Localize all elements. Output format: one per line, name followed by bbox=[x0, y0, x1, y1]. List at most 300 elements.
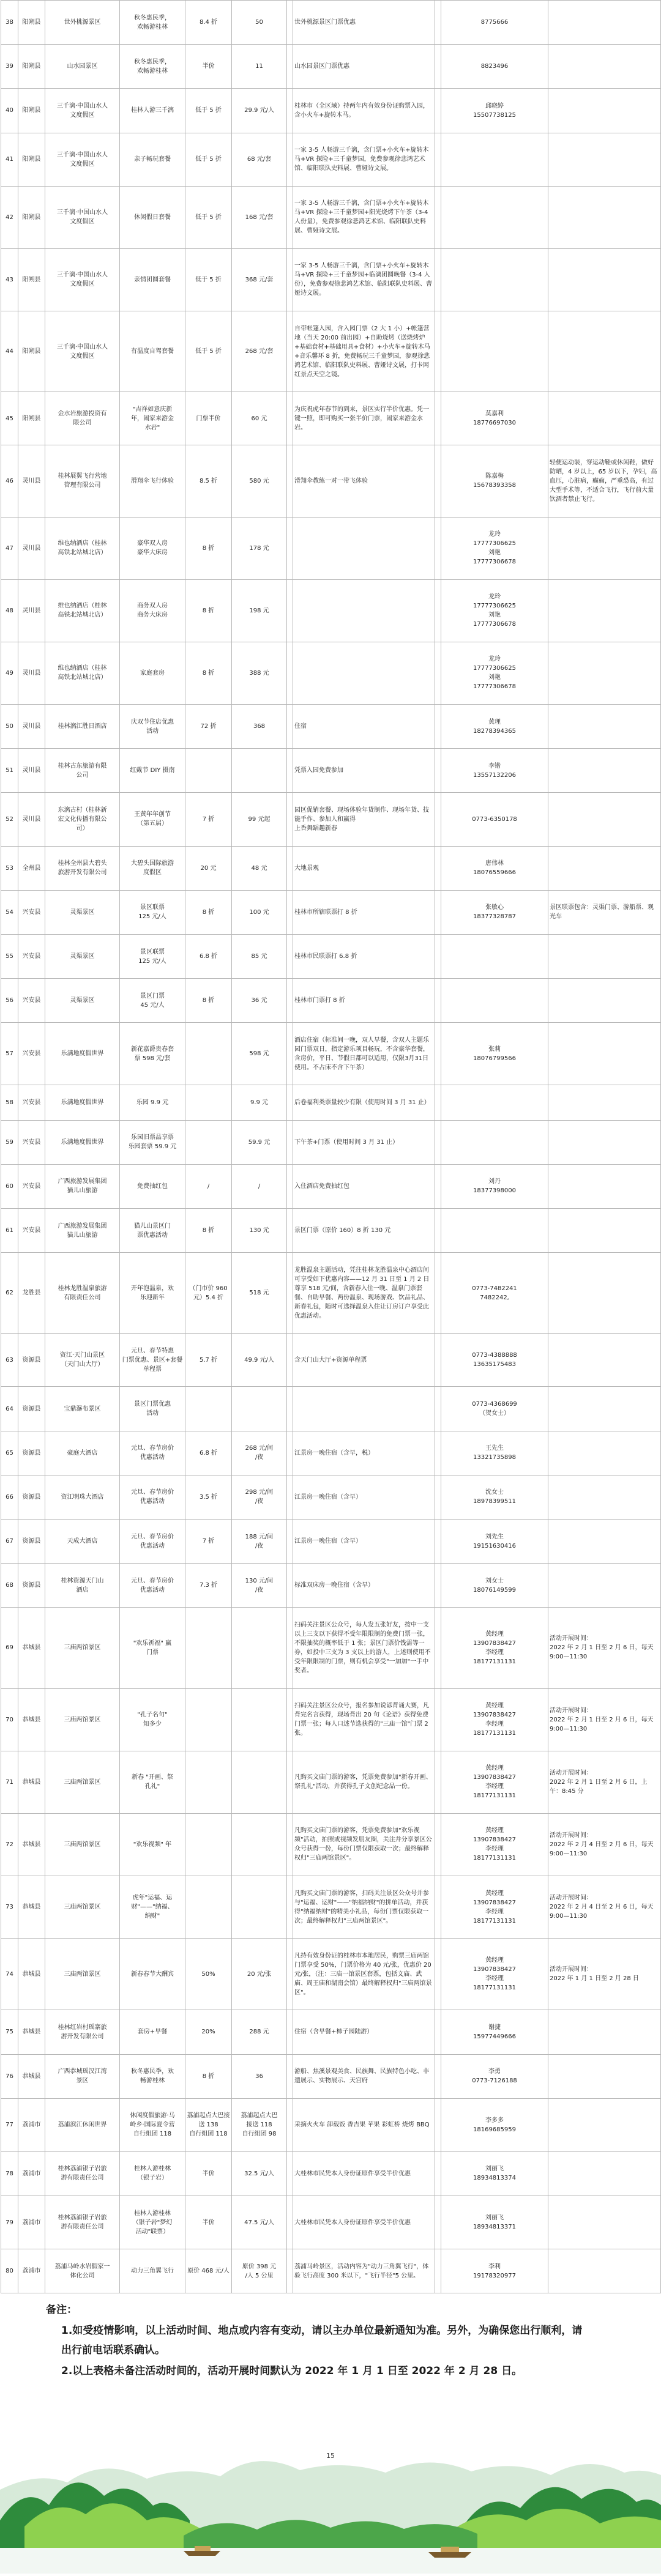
contact-cell: 刘先生 19151630416 bbox=[441, 1519, 548, 1563]
seq-cell: 55 bbox=[1, 934, 18, 978]
remarks-cell bbox=[548, 45, 661, 89]
contact-cell bbox=[441, 248, 548, 311]
activity-name-cell: 桂林人游桂林 （银子岩"梦幻 活动"联票） bbox=[120, 2196, 185, 2249]
seq-cell: 70 bbox=[1, 1688, 18, 1751]
spacer-cell bbox=[287, 934, 293, 978]
contact-cell: 龙玲 17777306625 刘艳 17777306678 bbox=[441, 642, 548, 704]
remarks-cell bbox=[548, 133, 661, 186]
spacer2-cell bbox=[435, 1519, 441, 1563]
spacer2-cell bbox=[435, 248, 441, 311]
content-cell: 采摘火火车 卸载饭 香吉果 苹果 彩虹桥 烧烤 BBQ bbox=[293, 2098, 435, 2151]
activity-name-cell: 乐园 9.9 元 bbox=[120, 1085, 185, 1120]
organizer-cell: 广西旅游发展集团 猫儿山旅游 bbox=[45, 1164, 120, 1208]
price-cell: 298 元/间 /夜 bbox=[232, 1475, 287, 1519]
county-cell: 恭城县 bbox=[18, 1608, 45, 1688]
discount-cell bbox=[185, 1876, 232, 1939]
spacer2-cell bbox=[435, 1475, 441, 1519]
seq-cell: 49 bbox=[1, 642, 18, 704]
contact-cell: 沈女士 18978399511 bbox=[441, 1475, 548, 1519]
activity-table bbox=[1, 0, 661, 2293]
content-cell: 凡购买文庙门票的游客，凭票免费参加"欢乐视频"活动，拍照或视频发朋友圈，关注并分享景区公众号获得一份，每份门票仅限获取一次；最终解释权归"三庙两馆景区"。 bbox=[293, 1813, 435, 1876]
remarks-cell bbox=[548, 2151, 661, 2196]
remarks-cell bbox=[548, 1120, 661, 1164]
contact-cell: 0773-4388888 13635175483 bbox=[441, 1334, 548, 1387]
spacer2-cell bbox=[435, 1120, 441, 1164]
spacer-cell bbox=[287, 45, 293, 89]
seq-cell: 65 bbox=[1, 1431, 18, 1475]
county-cell: 资源县 bbox=[18, 1475, 45, 1519]
remarks-cell bbox=[548, 2196, 661, 2249]
table-row bbox=[1, 311, 661, 392]
content-cell: 入住酒店免费抽红包 bbox=[293, 1164, 435, 1208]
table-row bbox=[1, 934, 661, 978]
table-row bbox=[1, 1253, 661, 1334]
content-cell: 扫码关注景区公众号，每人发五张好友，按中一支以上三支以下获得不受年限限制的免费门票一张，不限抽奖的概率低于 1 张；景区门票价钱需等一券，如投中三支为 3 支以上的游人，上述则使用不受年限限制的门票，则有机会享受"一加加"一手中奖者。 bbox=[293, 1608, 435, 1688]
county-cell: 恭城县 bbox=[18, 1813, 45, 1876]
table-row bbox=[1, 846, 661, 890]
contact-cell: 张莉 18076799566 bbox=[441, 1023, 548, 1085]
seq-cell: 42 bbox=[1, 186, 18, 248]
seq-cell: 68 bbox=[1, 1564, 18, 1608]
table-row bbox=[1, 2098, 661, 2151]
county-cell: 兴安县 bbox=[18, 1085, 45, 1120]
remarks-cell bbox=[548, 1253, 661, 1334]
content-cell: 龙胜温泉主题活动，凭往桂林龙胜温泉中心酒店间可享受如下优惠内容——12 月 31 日至 1 月 2 日尊享 518 元/间，含新春入住一晚、温泉门票套餐、自助早餐、两份温泉、现场游戏、饮品礼品、新春礼包，随时可选择温泉入住让订房订户享受此优惠活动。 bbox=[293, 1253, 435, 1334]
organizer-cell: 三庙两馆景区 bbox=[45, 1608, 120, 1688]
organizer-cell: 荔浦滨江休闲世界 bbox=[45, 2098, 120, 2151]
table-row bbox=[1, 1688, 661, 1751]
table-row bbox=[1, 89, 661, 133]
price-cell bbox=[232, 1688, 287, 1751]
county-cell: 灵川县 bbox=[18, 705, 45, 749]
seq-cell: 59 bbox=[1, 1120, 18, 1164]
spacer2-cell bbox=[435, 311, 441, 392]
content-cell: 扫码关注景区公众号，报名参加说谚背诵大赛，凡背完名言获得，现场背出 20 句《论语》获得免费门票一张；每人口述节选获得的"三庙一馆"门票 2 张。 bbox=[293, 1688, 435, 1751]
remarks-cell bbox=[548, 2010, 661, 2054]
seq-cell: 44 bbox=[1, 311, 18, 392]
discount-cell: 5.7 折 bbox=[185, 1334, 232, 1387]
county-cell: 灵川县 bbox=[18, 517, 45, 579]
county-cell: 全州县 bbox=[18, 846, 45, 890]
spacer2-cell bbox=[435, 1208, 441, 1252]
remarks-cell bbox=[548, 934, 661, 978]
content-cell: 大桂林市民凭本人身份证原件享受半价优惠 bbox=[293, 2151, 435, 2196]
discount-cell: 低于 5 折 bbox=[185, 248, 232, 311]
spacer2-cell bbox=[435, 1253, 441, 1334]
discount-cell: 3.5 折 bbox=[185, 1475, 232, 1519]
organizer-cell: 东漓古村（桂林新 宏文化传播有限公 司） bbox=[45, 793, 120, 846]
discount-cell: 72 折 bbox=[185, 705, 232, 749]
organizer-cell: 灵渠景区 bbox=[45, 890, 120, 934]
spacer2-cell bbox=[435, 45, 441, 89]
price-cell: 36 bbox=[232, 2054, 287, 2098]
discount-cell bbox=[185, 1751, 232, 1813]
spacer2-cell bbox=[435, 89, 441, 133]
spacer-cell bbox=[287, 311, 293, 392]
remarks-cell bbox=[548, 1023, 661, 1085]
county-cell: 阳朔县 bbox=[18, 311, 45, 392]
remarks-cell bbox=[548, 1164, 661, 1208]
table-row bbox=[1, 979, 661, 1023]
discount-cell: 低于 5 折 bbox=[185, 89, 232, 133]
content-cell: 园区促销套餐、现场体验年货制作、现场年货、技能手作、参加人和赢得 上香舞蹈趣新春 bbox=[293, 793, 435, 846]
price-cell: 130 元/间 /夜 bbox=[232, 1564, 287, 1608]
spacer-cell bbox=[287, 1813, 293, 1876]
county-cell: 兴安县 bbox=[18, 979, 45, 1023]
table-row bbox=[1, 749, 661, 793]
organizer-cell: 天成大酒店 bbox=[45, 1519, 120, 1563]
county-cell: 恭城县 bbox=[18, 2054, 45, 2098]
price-cell: 36 元 bbox=[232, 979, 287, 1023]
table-row bbox=[1, 2151, 661, 2196]
table-row bbox=[1, 1813, 661, 1876]
remarks-cell: 活动开展时间： 2022 年 2 月 1 日至 2 月 6 日，每天 9:00—11:30 bbox=[548, 1688, 661, 1751]
contact-cell: 张敏心 18377328787 bbox=[441, 890, 548, 934]
content-cell: 游船、焦溪景观美食、民族舞、民族特色小吃、非遗展示、实物展示、天宫府 bbox=[293, 2054, 435, 2098]
spacer-cell bbox=[287, 1475, 293, 1519]
spacer-cell bbox=[287, 1253, 293, 1334]
organizer-cell: 豪庭大酒店 bbox=[45, 1431, 120, 1475]
organizer-cell: 桂林龙胜温泉旅游 有限责任公司 bbox=[45, 1253, 120, 1334]
remarks-cell bbox=[548, 1431, 661, 1475]
organizer-cell: 乐满地度假世界 bbox=[45, 1085, 120, 1120]
price-cell: 48 元 bbox=[232, 846, 287, 890]
seq-cell: 41 bbox=[1, 133, 18, 186]
table-row bbox=[1, 1334, 661, 1387]
activity-name-cell: 红戴节 DIY 摄南 bbox=[120, 749, 185, 793]
content-cell: 含天门山大厅+资源单程票 bbox=[293, 1334, 435, 1387]
contact-cell: 莫嘉利 18776697030 bbox=[441, 392, 548, 445]
seq-cell: 72 bbox=[1, 1813, 18, 1876]
spacer2-cell bbox=[435, 1387, 441, 1431]
contact-cell bbox=[441, 1208, 548, 1252]
price-cell: 198 元 bbox=[232, 579, 287, 642]
spacer2-cell bbox=[435, 1608, 441, 1688]
organizer-cell: 三千漓·中国山水人 文度假区 bbox=[45, 248, 120, 311]
content-cell: 景区门票（原价 160）8 折 130 元 bbox=[293, 1208, 435, 1252]
county-cell: 兴安县 bbox=[18, 1120, 45, 1164]
spacer2-cell bbox=[435, 705, 441, 749]
price-cell: 580 元 bbox=[232, 445, 287, 517]
activity-name-cell: 元旦、春节房价 优惠活动 bbox=[120, 1564, 185, 1608]
price-cell: 168 元/套 bbox=[232, 186, 287, 248]
table-row bbox=[1, 579, 661, 642]
activity-name-cell: 桂林人游桂林 （银子岩） bbox=[120, 2151, 185, 2196]
spacer2-cell bbox=[435, 2196, 441, 2249]
price-cell bbox=[232, 749, 287, 793]
discount-cell: 低于 5 折 bbox=[185, 311, 232, 392]
spacer-cell bbox=[287, 1431, 293, 1475]
remarks-cell bbox=[548, 1564, 661, 1608]
spacer2-cell bbox=[435, 517, 441, 579]
price-cell: 50 bbox=[232, 1, 287, 45]
discount-cell bbox=[185, 749, 232, 793]
spacer-cell bbox=[287, 1120, 293, 1164]
county-cell: 恭城县 bbox=[18, 1939, 45, 2010]
contact-cell: 邱晓婷 15507738125 bbox=[441, 89, 548, 133]
spacer2-cell bbox=[435, 979, 441, 1023]
spacer-cell bbox=[287, 2054, 293, 2098]
organizer-cell: 山水园景区 bbox=[45, 45, 120, 89]
remarks-cell: 活动开展时间： 2022 年 2 月 1 日至 2 月 6 日，每天 9:00—11:30 bbox=[548, 1608, 661, 1688]
spacer-cell bbox=[287, 1023, 293, 1085]
seq-cell: 58 bbox=[1, 1085, 18, 1120]
table-row bbox=[1, 45, 661, 89]
county-cell: 兴安县 bbox=[18, 934, 45, 978]
content-cell: 下午茶+门票（使用时间 3 月 31 止） bbox=[293, 1120, 435, 1164]
spacer-cell bbox=[287, 1751, 293, 1813]
seq-cell: 38 bbox=[1, 1, 18, 45]
spacer2-cell bbox=[435, 2098, 441, 2151]
spacer2-cell bbox=[435, 2249, 441, 2293]
organizer-cell: 三千漓·中国山水人 文度假区 bbox=[45, 186, 120, 248]
discount-cell: 20 元 bbox=[185, 846, 232, 890]
spacer2-cell bbox=[435, 934, 441, 978]
remarks-cell bbox=[548, 2098, 661, 2151]
price-cell: 268 元/间 /夜 bbox=[232, 1431, 287, 1475]
county-cell: 资源县 bbox=[18, 1334, 45, 1387]
activity-name-cell: 新春 "开画、祭 孔礼" bbox=[120, 1751, 185, 1813]
discount-cell: 半价 bbox=[185, 2196, 232, 2249]
activity-name-cell: 亲子畅玩套餐 bbox=[120, 133, 185, 186]
organizer-cell: 三千漓·中国山水人 文度假区 bbox=[45, 311, 120, 392]
discount-cell bbox=[185, 1085, 232, 1120]
organizer-cell: 桂林古东旅游有限 公司 bbox=[45, 749, 120, 793]
discount-cell: 半价 bbox=[185, 45, 232, 89]
spacer2-cell bbox=[435, 1939, 441, 2010]
content-cell: 桂林市所辖联票打 8 折 bbox=[293, 890, 435, 934]
table-row bbox=[1, 248, 661, 311]
seq-cell: 74 bbox=[1, 1939, 18, 2010]
discount-cell: 低于 5 折 bbox=[185, 186, 232, 248]
county-cell: 龙胜县 bbox=[18, 1253, 45, 1334]
county-cell: 资源县 bbox=[18, 1387, 45, 1431]
seq-cell: 53 bbox=[1, 846, 18, 890]
spacer2-cell bbox=[435, 445, 441, 517]
organizer-cell: 灵渠景区 bbox=[45, 934, 120, 978]
spacer-cell bbox=[287, 579, 293, 642]
discount-cell: 8.4 折 bbox=[185, 1, 232, 45]
discount-cell: 6.8 折 bbox=[185, 934, 232, 978]
discount-cell: 8 折 bbox=[185, 579, 232, 642]
content-cell: 住宿（含早餐+柿子园陆游） bbox=[293, 2010, 435, 2054]
seq-cell: 40 bbox=[1, 89, 18, 133]
activity-name-cell: 庆双节住店优惠 活动 bbox=[120, 705, 185, 749]
landscape-illustration bbox=[0, 2398, 661, 2574]
price-cell: 荔浦起点大巴 接送 118 自行组团 98 bbox=[232, 2098, 287, 2151]
spacer2-cell bbox=[435, 2054, 441, 2098]
discount-cell: 低于 5 折 bbox=[185, 133, 232, 186]
spacer-cell bbox=[287, 1387, 293, 1431]
contact-cell: 李多多 18169685959 bbox=[441, 2098, 548, 2151]
spacer2-cell bbox=[435, 186, 441, 248]
activity-name-cell: 虎年"运福、运 财"——"纳福、 纳财" bbox=[120, 1876, 185, 1939]
content-cell: 一家 3-5 人畅游三千漓，含门票+小火车+旋转木马+VR 探险+三千童梦园+临漓团圆晚餐（3-4 人份），免费参观徐悲鸿艺术馆、临阳联队史料展、曹娅诗文展。 bbox=[293, 248, 435, 311]
organizer-cell: 三庙两馆景区 bbox=[45, 1876, 120, 1939]
county-cell: 荔浦市 bbox=[18, 2196, 45, 2249]
activity-name-cell: 家庭套房 bbox=[120, 642, 185, 704]
remarks-cell: 景区联票包含：灵渠门票、游船票、观光车 bbox=[548, 890, 661, 934]
spacer-cell bbox=[287, 979, 293, 1023]
organizer-cell: 桂林荔浦银子岩旅 游有限责任公司 bbox=[45, 2151, 120, 2196]
spacer-cell bbox=[287, 846, 293, 890]
content-cell: 一家 3-5 人畅游三千漓，含门票+小火车+旋转木马+VR 探险+三千童梦园+阳光烧烤下午茶（3-4 人份量），免费参观徐悲鸿艺术馆、临阳联队史料展、曹娅诗文展。 bbox=[293, 186, 435, 248]
discount-cell: 8.5 折 bbox=[185, 445, 232, 517]
remarks-cell bbox=[548, 979, 661, 1023]
price-cell: 268 元/套 bbox=[232, 311, 287, 392]
organizer-cell: 三庙两馆景区 bbox=[45, 1939, 120, 2010]
county-cell: 资源县 bbox=[18, 1519, 45, 1563]
county-cell: 阳朔县 bbox=[18, 392, 45, 445]
organizer-cell: 维也纳酒店（桂林 高铁北站城北店） bbox=[45, 517, 120, 579]
content-cell bbox=[293, 642, 435, 704]
spacer2-cell bbox=[435, 1876, 441, 1939]
organizer-cell: 灵渠景区 bbox=[45, 979, 120, 1023]
contact-cell bbox=[441, 133, 548, 186]
county-cell: 恭城县 bbox=[18, 1751, 45, 1813]
activity-name-cell: "吉祥如意庆新 年，闹家来游金 水岩" bbox=[120, 392, 185, 445]
county-cell: 恭城县 bbox=[18, 2010, 45, 2054]
spacer-cell bbox=[287, 133, 293, 186]
county-cell: 灵川县 bbox=[18, 579, 45, 642]
organizer-cell: 桂林荔浦银子岩旅 游有限责任公司 bbox=[45, 2196, 120, 2249]
discount-cell: 8 折 bbox=[185, 890, 232, 934]
contact-cell: 8823496 bbox=[441, 45, 548, 89]
contact-cell: 唐伟林 18076559666 bbox=[441, 846, 548, 890]
spacer2-cell bbox=[435, 1334, 441, 1387]
seq-cell: 52 bbox=[1, 793, 18, 846]
contact-cell: 龙玲 17777306625 刘艳 17777306678 bbox=[441, 579, 548, 642]
content-cell: 凡购买文庙门票的游客，凭票免费参加"新春开画、祭孔礼"活动，并获得孔子文创纪念品一份。 bbox=[293, 1751, 435, 1813]
spacer2-cell bbox=[435, 2151, 441, 2196]
remarks-cell bbox=[548, 1, 661, 45]
contact-cell bbox=[441, 979, 548, 1023]
activity-name-cell: "欢乐祈福" 赢 门票 bbox=[120, 1608, 185, 1688]
seq-cell: 78 bbox=[1, 2151, 18, 2196]
seq-cell: 75 bbox=[1, 2010, 18, 2054]
activity-table-body bbox=[1, 1, 661, 2293]
contact-cell: 刘丽飞 18934813371 bbox=[441, 2196, 548, 2249]
spacer-cell bbox=[287, 1876, 293, 1939]
seq-cell: 48 bbox=[1, 579, 18, 642]
spacer-cell bbox=[287, 2249, 293, 2293]
table-row bbox=[1, 705, 661, 749]
remarks-cell bbox=[548, 186, 661, 248]
seq-cell: 76 bbox=[1, 2054, 18, 2098]
price-cell: 368 元/套 bbox=[232, 248, 287, 311]
spacer-cell bbox=[287, 1334, 293, 1387]
organizer-cell: 广西恭城瑶汉江湾 景区 bbox=[45, 2054, 120, 2098]
county-cell: 资源县 bbox=[18, 1431, 45, 1475]
remarks-cell bbox=[548, 311, 661, 392]
spacer-cell bbox=[287, 1, 293, 45]
remarks-cell: 活动开展时间： 2022 年 2 月 4 日至 2 月 6 日，每天 9:00—11:30 bbox=[548, 1813, 661, 1876]
remarks-cell bbox=[548, 2249, 661, 2293]
contact-cell: 0773-7482241 7482242, bbox=[441, 1253, 548, 1334]
seq-cell: 45 bbox=[1, 392, 18, 445]
note-item-1: 1.如受疫情影响，以上活动时间、地点或内容有变动，请以主办单位最新通知为准。另外，为确保您出行顺利，请出行前电话联系确认。 bbox=[61, 2325, 583, 2356]
price-cell: 原价 398 元 /人 5 公里 bbox=[232, 2249, 287, 2293]
spacer-cell bbox=[287, 1519, 293, 1563]
spacer2-cell bbox=[435, 846, 441, 890]
price-cell: 178 元 bbox=[232, 517, 287, 579]
content-cell bbox=[293, 517, 435, 579]
spacer-cell bbox=[287, 1688, 293, 1751]
content-cell: 酒店住宿（标准间一晚，双人早餐，含双人主题乐园门票双日，指定游乐项目畅玩，不含豪华套餐，含房价，平日、节假日都可以适用，仅限3月31日使用。不占床不含下午茶） bbox=[293, 1023, 435, 1085]
notes-section bbox=[0, 2300, 661, 2377]
remarks-cell: 轻便运动装，穿运动鞋或休闲鞋，做好防晒，4 岁以上，65 岁以下，孕妇，高血压，心脏病，癫痫，严重恐高，有过大型手术等，不适合飞行，飞行前大量饮酒者禁止飞行。 bbox=[548, 445, 661, 517]
discount-cell: 8 折 bbox=[185, 517, 232, 579]
activity-name-cell: 滑翔伞飞行体验 bbox=[120, 445, 185, 517]
activity-name-cell: 免费抽红包 bbox=[120, 1164, 185, 1208]
note-item-2: 2.以上表格未备注活动时间的，活动开展时间默认为 2022 年 1 月 1 日至 2022 年 2 月 28 日。 bbox=[61, 2365, 523, 2377]
price-cell: 20 元/张 bbox=[232, 1939, 287, 2010]
county-cell: 灵川县 bbox=[18, 793, 45, 846]
price-cell: 388 元 bbox=[232, 642, 287, 704]
price-cell: 60 元 bbox=[232, 392, 287, 445]
spacer2-cell bbox=[435, 1813, 441, 1876]
content-cell: 江景房一晚住宿（含早，税） bbox=[293, 1431, 435, 1475]
seq-cell: 73 bbox=[1, 1876, 18, 1939]
spacer-cell bbox=[287, 749, 293, 793]
activity-name-cell: 元旦、春节房价 优惠活动 bbox=[120, 1475, 185, 1519]
contact-cell: 黄经理 13907838427 李经理 18177131131 bbox=[441, 1751, 548, 1813]
content-cell: 桂林市（全区域）持两年内有效身份证购票入园，含小火车+旋转木马。 bbox=[293, 89, 435, 133]
notes-heading: 备注： bbox=[46, 2304, 77, 2316]
seq-cell: 80 bbox=[1, 2249, 18, 2293]
table-row bbox=[1, 1208, 661, 1252]
price-cell: 59.9 元 bbox=[232, 1120, 287, 1164]
contact-cell: 8775666 bbox=[441, 1, 548, 45]
discount-cell: 7 折 bbox=[185, 1519, 232, 1563]
discount-cell: 8 折 bbox=[185, 1208, 232, 1252]
seq-cell: 66 bbox=[1, 1475, 18, 1519]
price-cell: 288 元 bbox=[232, 2010, 287, 2054]
contact-cell bbox=[441, 1085, 548, 1120]
content-cell bbox=[293, 579, 435, 642]
organizer-cell: 三千漓·中国山水人 文度假区 bbox=[45, 89, 120, 133]
table-row bbox=[1, 2010, 661, 2054]
activity-name-cell: 商务双人房 商务大床房 bbox=[120, 579, 185, 642]
spacer-cell bbox=[287, 445, 293, 517]
organizer-cell: 桂林全州县大碧头 旅游开发有限公司 bbox=[45, 846, 120, 890]
table-row bbox=[1, 1120, 661, 1164]
spacer2-cell bbox=[435, 1, 441, 45]
discount-cell: 50% bbox=[185, 1939, 232, 2010]
spacer-cell bbox=[287, 642, 293, 704]
discount-cell: 门票半价 bbox=[185, 392, 232, 445]
contact-cell: 黄理 18278394365 bbox=[441, 705, 548, 749]
spacer-cell bbox=[287, 1085, 293, 1120]
contact-cell bbox=[441, 311, 548, 392]
seq-cell: 77 bbox=[1, 2098, 18, 2151]
contact-cell: 0773-6350178 bbox=[441, 793, 548, 846]
content-cell bbox=[293, 1387, 435, 1431]
price-cell: 68 元/套 bbox=[232, 133, 287, 186]
activity-name-cell: 休闲假日套餐 bbox=[120, 186, 185, 248]
activity-name-cell: 休闲度假旅游·马 岭乡·国际夏令营 自行组团 118 bbox=[120, 2098, 185, 2151]
remarks-cell bbox=[548, 705, 661, 749]
seq-cell: 71 bbox=[1, 1751, 18, 1813]
seq-cell: 61 bbox=[1, 1208, 18, 1252]
content-cell: 桂林市民联票打 6.8 折 bbox=[293, 934, 435, 978]
price-cell: 368 bbox=[232, 705, 287, 749]
remarks-cell bbox=[548, 1475, 661, 1519]
activity-name-cell: 大碧头国际旅游 度假区 bbox=[120, 846, 185, 890]
spacer2-cell bbox=[435, 133, 441, 186]
spacer2-cell bbox=[435, 1164, 441, 1208]
contact-cell: 0773-4368699 （贺女士） bbox=[441, 1387, 548, 1431]
